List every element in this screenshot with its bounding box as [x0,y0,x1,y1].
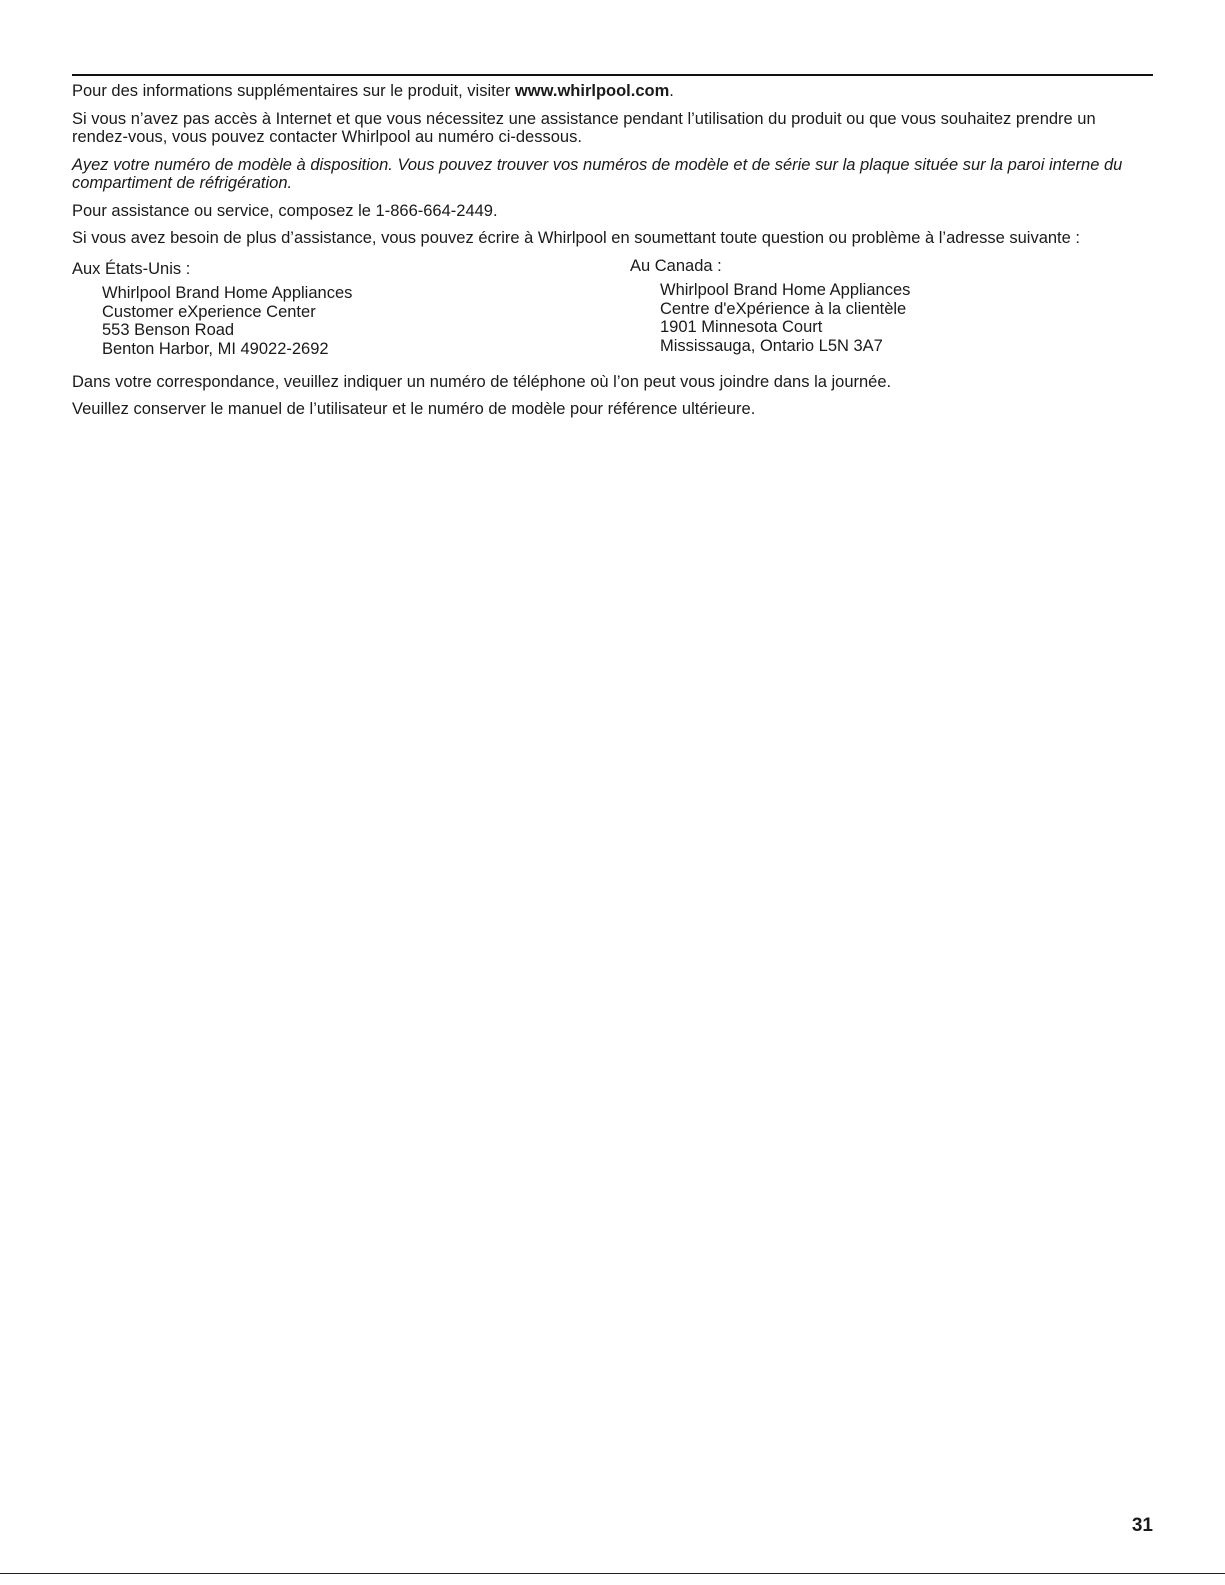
address-us [72,260,352,359]
addresses-block [72,257,1153,367]
address-us-line: 553 Benson Road [102,321,235,339]
no-internet-paragraph: Si vous n’avez pas accès à Internet et que vous nécessitez une assistance pendant l’utilisation du produit ou que vous souhaitez prendre un rendez-vous, vous pouvez contacter Whirlpool au numéro ci-dessous. [72,109,1096,146]
page-content [72,82,1153,428]
address-us-lines [72,284,352,358]
page-number: 31 [1131,1515,1153,1536]
address-canada-line: Whirlpool Brand Home Appliances [660,281,911,299]
write-paragraph: Si vous avez besoin de plus d’assistance, vous pouvez écrire à Whirlpool en soumettant toute question ou problème à l’adresse suivante : [72,229,1080,247]
model-number-paragraph: Ayez votre numéro de modèle à disposition. Vous pouvez trouver vos numéros de modèle et de série sur la plaque située sur la paroi interne du compartiment de réfrigération. [72,155,1123,192]
website-link[interactable]: www.whirlpool.com [514,82,670,100]
phone-paragraph: Pour assistance ou service, composez le 1-866-664-2449. [72,201,498,220]
address-us-heading: Aux États-Unis : [72,259,191,278]
intro-paragraph [72,82,1153,101]
address-us-line: Whirlpool Brand Home Appliances [102,284,353,302]
address-us-line: Benton Harbor, MI 49022-2692 [102,339,329,358]
top-rule [72,74,1153,76]
address-canada-line: Centre d'eXpérience à la clientèle [660,299,907,318]
correspondence-paragraph: Dans votre correspondance, veuillez indiquer un numéro de téléphone où l’on peut vous joindre dans la journée. [72,372,892,391]
intro-prefix: Pour des informations supplémentaires sur le produit, visiter [72,82,515,100]
address-canada-lines [630,281,910,355]
address-canada-line: Mississauga, Ontario L5N 3A7 [660,336,883,355]
address-canada-heading: Au Canada : [630,256,722,275]
address-us-line: Customer eXperience Center [102,302,316,321]
address-canada [630,257,910,356]
address-canada-line: 1901 Minnesota Court [660,318,823,336]
keep-manual-paragraph: Veuillez conserver le manuel de l’utilisateur et le numéro de modèle pour référence ultérieure. [72,400,756,418]
bottom-rule [0,1573,1225,1574]
intro-suffix: . [669,82,674,100]
